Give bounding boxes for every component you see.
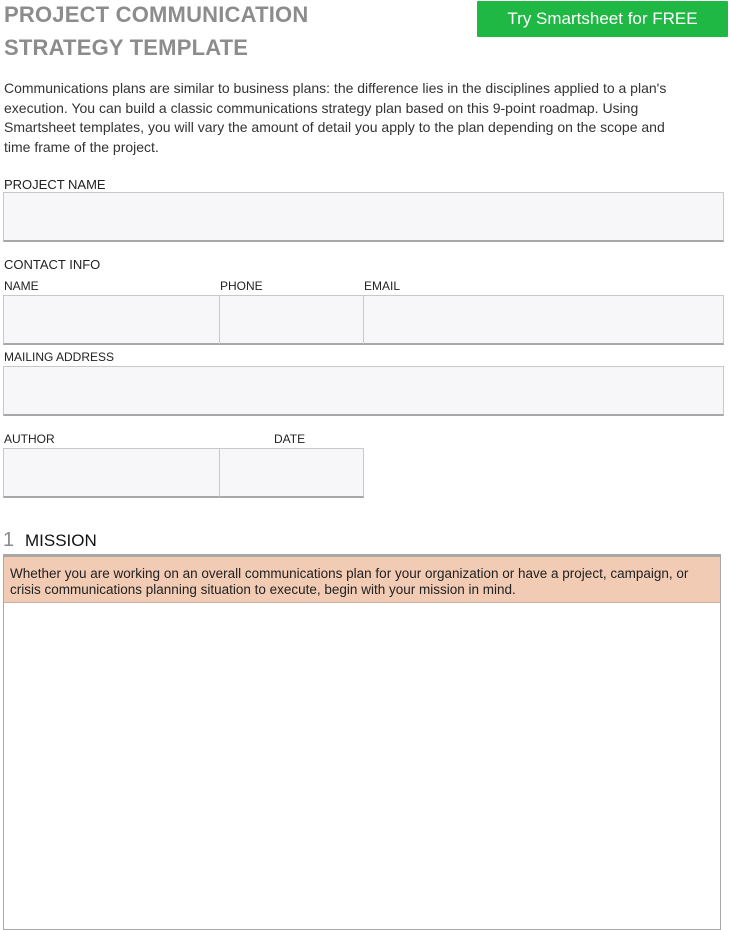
phone-input[interactable] bbox=[220, 296, 363, 343]
project-name-input[interactable] bbox=[4, 193, 723, 240]
mailing-address-field[interactable] bbox=[3, 366, 724, 416]
author-input[interactable] bbox=[4, 449, 219, 496]
date-field[interactable] bbox=[219, 448, 364, 498]
contact-name-field[interactable] bbox=[3, 295, 220, 345]
date-label: DATE bbox=[274, 432, 306, 446]
contact-info-label: CONTACT INFO bbox=[4, 257, 101, 272]
author-field[interactable] bbox=[3, 448, 220, 498]
page-title bbox=[4, 0, 308, 64]
project-name-field[interactable] bbox=[3, 192, 724, 242]
mailing-address-input[interactable] bbox=[4, 367, 723, 414]
try-smartsheet-button[interactable]: Try Smartsheet for FREE bbox=[477, 1, 728, 37]
email-field[interactable] bbox=[363, 295, 724, 345]
name-label: NAME bbox=[4, 279, 39, 293]
author-label: AUTHOR bbox=[4, 432, 55, 446]
mission-content-area[interactable] bbox=[4, 603, 720, 929]
intro-paragraph: Communications plans are similar to business plans: the difference lies in the disciplines applied to a plan's execution. You can build a classic communications strategy plan based on this 9-point roadmap. Using Smartsheet templates, you will vary the amount of detail you apply to the plan depending on the scope and time frame of the project. bbox=[4, 80, 667, 155]
email-input[interactable] bbox=[364, 296, 723, 343]
page-title-line-1: PROJECT COMMUNICATION bbox=[4, 2, 309, 27]
mission-prompt: Whether you are working on an overall communications plan for your organization or have a project, campaign, or crisis communications planning situation to execute, begin with your mission in mind. bbox=[4, 557, 720, 603]
mailing-address-label: MAILING ADDRESS bbox=[4, 350, 115, 364]
date-input[interactable] bbox=[220, 449, 363, 496]
email-label: EMAIL bbox=[364, 279, 401, 293]
phone-field[interactable] bbox=[219, 295, 364, 345]
mission-section bbox=[3, 554, 721, 930]
phone-label: PHONE bbox=[220, 279, 263, 293]
section-number: 1 bbox=[3, 529, 15, 551]
contact-name-input[interactable] bbox=[4, 296, 219, 343]
project-name-label: PROJECT NAME bbox=[4, 177, 106, 192]
page-title-line-2: STRATEGY TEMPLATE bbox=[4, 35, 249, 60]
mission-heading: MISSION bbox=[25, 531, 97, 550]
